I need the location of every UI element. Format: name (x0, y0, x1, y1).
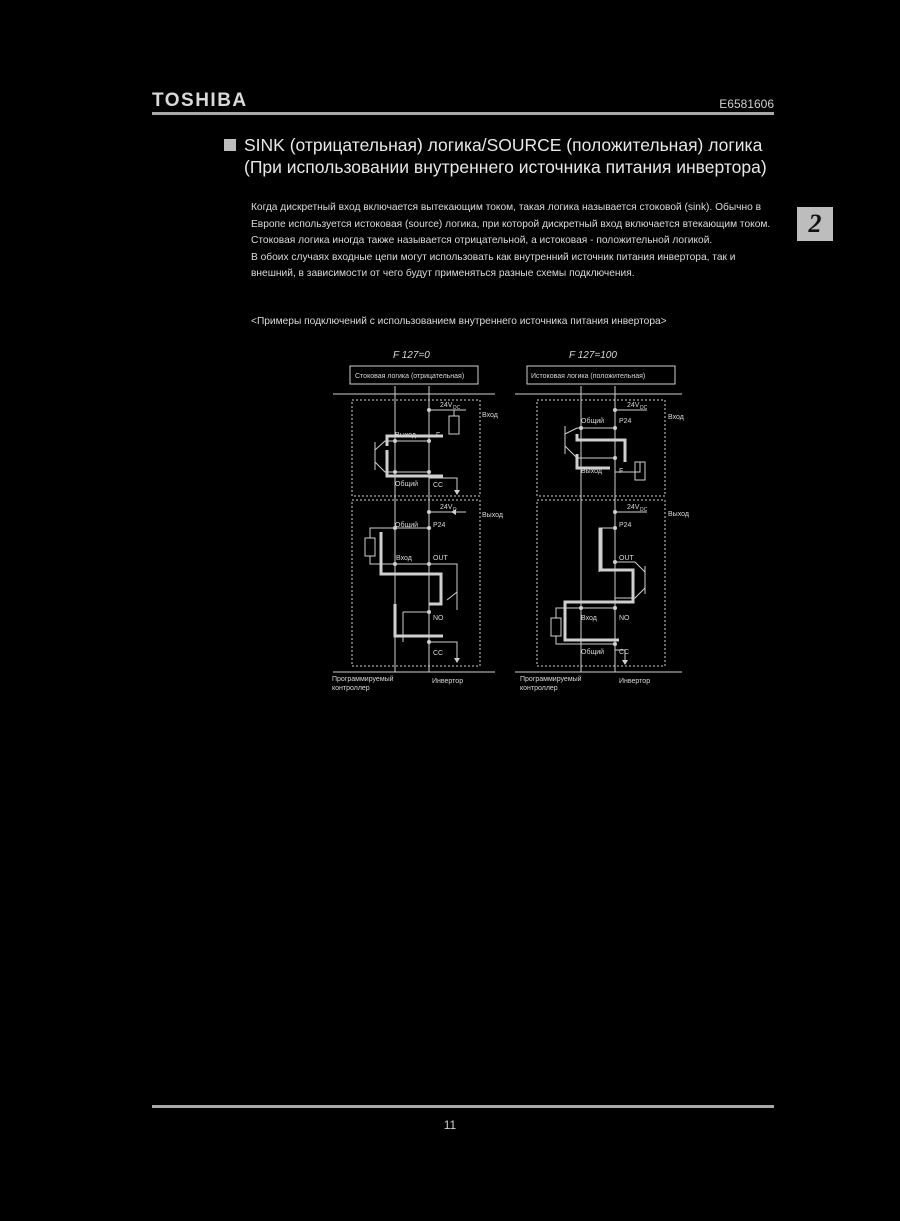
sink-top-input: Вход (482, 412, 498, 419)
sink-common: Общий (395, 481, 419, 488)
square-bullet-icon (224, 139, 236, 151)
source-plc: Программируемый контроллер (520, 676, 582, 692)
sink-out: OUT (433, 555, 448, 562)
source-common2: Общий (581, 649, 605, 656)
sink-common2: Общий (395, 522, 419, 529)
sink-top-24v-sub: DC (453, 405, 461, 411)
page-number: 11 (443, 1118, 457, 1132)
sink-param: F 127=0 (393, 350, 430, 361)
paragraph: В обоих случаях входные цепи могут использовать как внутренний источник питания инвертора, так и внешний, в зависимости от чего будут применяться разные схемы подключения. (251, 251, 736, 279)
source-out: OUT (619, 555, 634, 562)
sink-mid-24v-sub: D (453, 507, 457, 513)
paragraph: Когда дискретный вход включается вытекающим током, такая логика называется стоковой (sink). Обычно в Европе используется истоковая (source) логика, при которой дискретный вход включается втекающим током. (251, 202, 771, 230)
source-title: Истоковая логика (положительная) (531, 373, 646, 380)
chapter-tab[interactable]: 2 (797, 207, 833, 241)
sink-mid-output: Выход (482, 512, 503, 519)
examples-caption: <Примеры подключений с использованием внутреннего источника питания инвертора> (251, 316, 667, 327)
header-rule (152, 112, 774, 115)
source-param: F 127=100 (569, 350, 617, 361)
sink-cc2: CC (433, 650, 444, 657)
sink-p24: P24 (433, 522, 446, 529)
sink-output: Выход (395, 432, 416, 439)
footer-rule (152, 1105, 774, 1108)
source-input2: Вход (581, 615, 597, 622)
source-top-24v-sub: DC (640, 405, 648, 411)
sink-plc: Программируемый контроллер (332, 676, 394, 692)
source-mid-output: Выход (668, 511, 689, 518)
source-common: Общий (581, 418, 605, 425)
sink-f: F (436, 432, 441, 439)
wiring-diagram (325, 342, 695, 702)
source-mid-24v-sub: DC (640, 507, 648, 513)
section-title: SINK (отрицательная) логика/SOURCE (положительная) логика (При использовании внутреннего источника питания инвертора) (244, 135, 767, 177)
sink-inverter: Инвертор (432, 678, 464, 685)
paragraph: Стоковая логика иногда также называется отрицательной, а истоковая - положительной логикой. (251, 235, 713, 246)
document-id: E6581606 (719, 97, 774, 111)
sink-cc: CC (433, 482, 444, 489)
body-text (251, 200, 781, 283)
source-inverter: Инвертор (619, 678, 651, 685)
source-cc: CC (619, 649, 630, 656)
sink-no: NO (433, 615, 444, 622)
brand-logo: TOSHIBA (152, 90, 248, 111)
sink-mid-24v: 24V (440, 504, 453, 511)
source-p24-2: P24 (619, 522, 632, 529)
source-top-input: Вход (668, 414, 684, 421)
source-top-24v: 24V (627, 402, 640, 409)
source-no: NO (619, 615, 630, 622)
source-mid-24v: 24V (627, 504, 640, 511)
source-p24: P24 (619, 418, 632, 425)
source-f: F (619, 468, 624, 475)
sink-input2: Вход (396, 555, 412, 562)
source-top-box (537, 400, 665, 496)
sink-top-24v: 24V (440, 402, 453, 409)
source-output: Выход (581, 468, 602, 475)
sink-title: Стоковая логика (отрицательная) (355, 373, 465, 380)
